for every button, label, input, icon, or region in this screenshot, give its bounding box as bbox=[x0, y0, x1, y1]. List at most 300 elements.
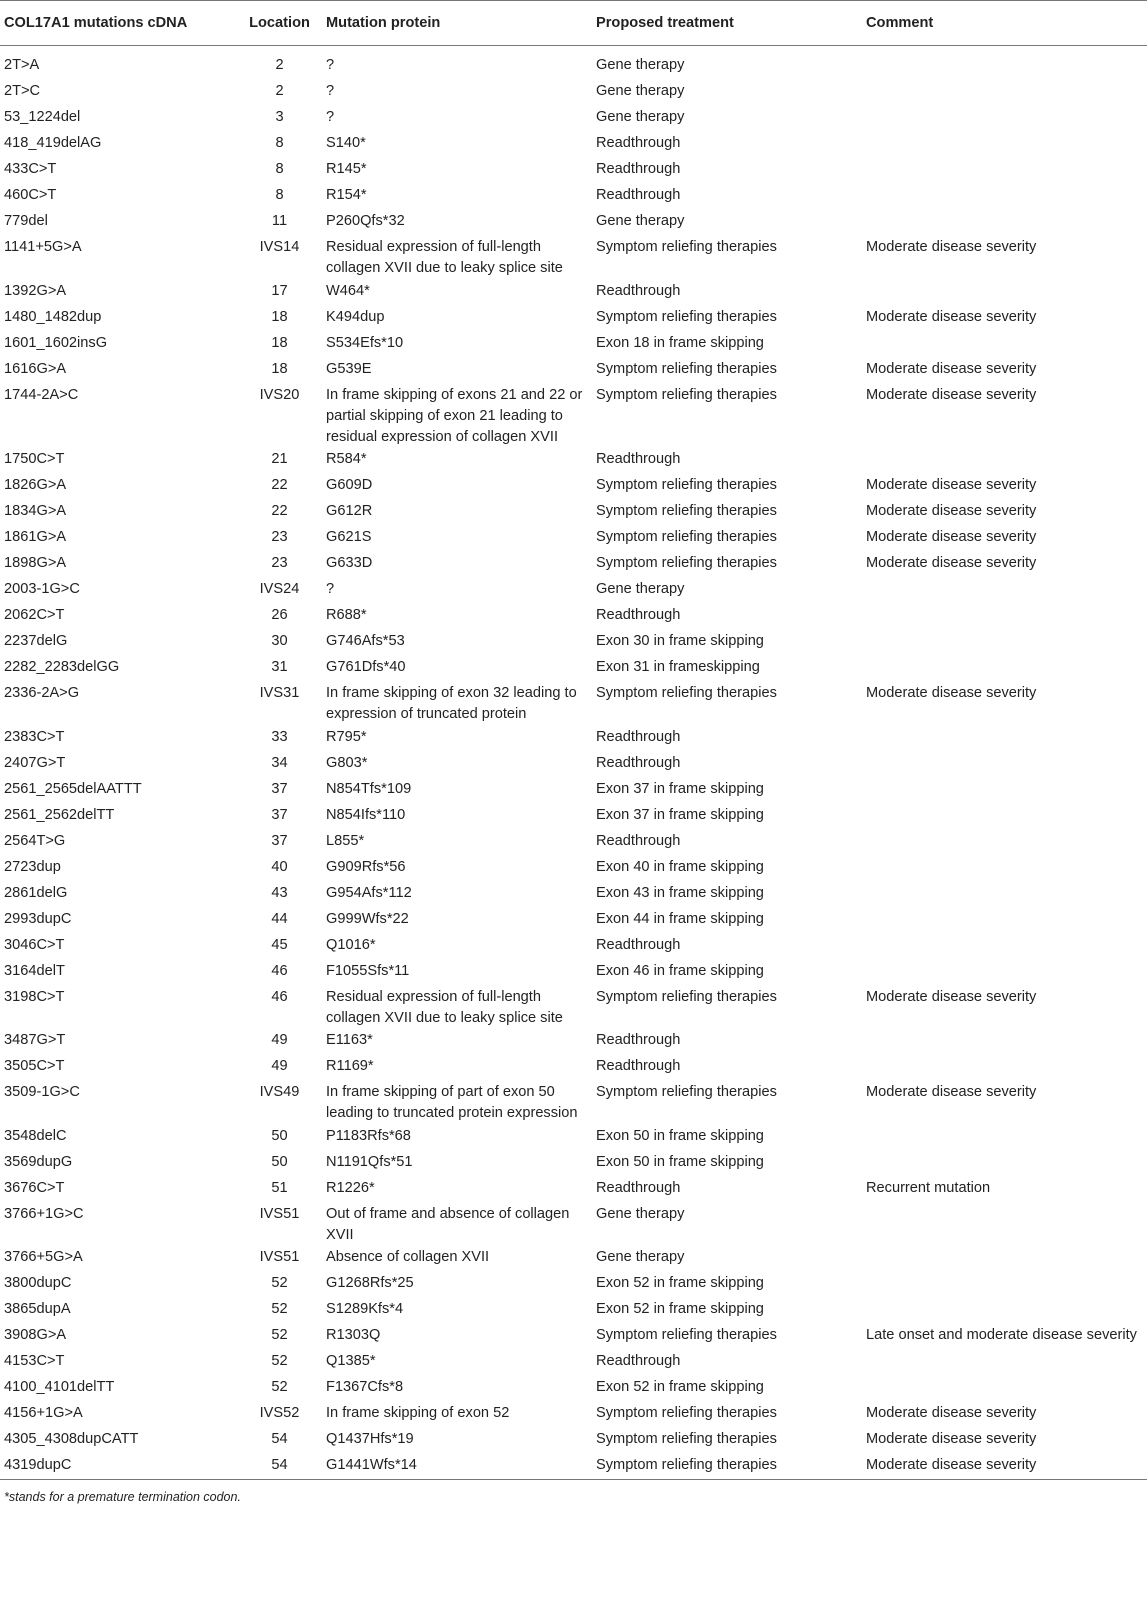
cell-location: 23 bbox=[271, 529, 288, 545]
cell-cdna: 1616G>A bbox=[4, 360, 67, 377]
cell-treatment: Symptom reliefing therapies bbox=[596, 555, 777, 571]
table-row bbox=[0, 656, 1147, 682]
cell-comment bbox=[862, 578, 1147, 604]
body-spacer bbox=[0, 46, 1147, 54]
cell-treatment: Readthrough bbox=[596, 1179, 681, 1196]
cell-protein: G633D bbox=[326, 555, 373, 571]
cell-treatment: Exon 52 in frame skipping bbox=[596, 1275, 764, 1291]
cell-comment bbox=[862, 210, 1147, 236]
cell-comment bbox=[862, 184, 1147, 210]
header-cdna: COL17A1 mutations cDNA bbox=[0, 1, 237, 46]
cell-location: 44 bbox=[271, 910, 288, 927]
cell-protein: P260Qfs*32 bbox=[326, 213, 405, 229]
cell-comment bbox=[862, 279, 1147, 305]
cell-location: 49 bbox=[271, 1032, 288, 1048]
cell-cdna: 3046C>T bbox=[4, 936, 65, 953]
cell-protein: S1289Kfs*4 bbox=[326, 1301, 404, 1317]
cell-comment: Moderate disease severity bbox=[866, 239, 1037, 255]
cell-protein: F1055Sfs*11 bbox=[326, 962, 410, 979]
table-row bbox=[0, 829, 1147, 855]
cell-comment bbox=[862, 80, 1147, 106]
cell-treatment: Symptom reliefing therapies bbox=[596, 1327, 777, 1343]
table-row bbox=[0, 578, 1147, 604]
table-row bbox=[0, 855, 1147, 881]
cell-cdna: 1834G>A bbox=[4, 503, 67, 519]
cell-comment bbox=[862, 933, 1147, 959]
cell-protein: ? bbox=[326, 83, 335, 99]
cell-cdna: 1744-2A>C bbox=[4, 386, 79, 403]
cell-treatment: Exon 40 in frame skipping bbox=[596, 858, 764, 875]
cell-location: 17 bbox=[271, 282, 288, 299]
table-row bbox=[0, 630, 1147, 656]
cell-protein: R795* bbox=[326, 728, 367, 745]
cell-treatment: Exon 37 in frame skipping bbox=[596, 806, 764, 823]
cell-protein: R688* bbox=[326, 607, 367, 623]
table-row bbox=[0, 106, 1147, 132]
cell-cdna: 4319dupC bbox=[0, 1454, 237, 1480]
cell-cdna: 3865dupA bbox=[4, 1301, 71, 1317]
cell-treatment: Symptom reliefing therapies bbox=[596, 685, 777, 701]
cell-location: IVS20 bbox=[259, 386, 300, 403]
cell-location: IVS31 bbox=[259, 685, 300, 701]
cell-location: IVS24 bbox=[259, 581, 300, 597]
cell-treatment: Exon 50 in frame skipping bbox=[596, 1153, 764, 1170]
cell-location: 33 bbox=[271, 728, 288, 745]
cell-cdna: 3505C>T bbox=[4, 1058, 65, 1074]
table-row bbox=[0, 210, 1147, 236]
cell-treatment: Symptom reliefing therapies bbox=[592, 1454, 862, 1480]
cell-protein: G612R bbox=[326, 503, 373, 519]
cell-location: 45 bbox=[271, 936, 288, 953]
cell-protein: R145* bbox=[326, 161, 367, 177]
cell-treatment: Readthrough bbox=[596, 1032, 681, 1048]
table-row bbox=[0, 526, 1147, 552]
cell-comment: Moderate disease severity bbox=[866, 503, 1037, 519]
cell-comment: Moderate disease severity bbox=[862, 1454, 1147, 1480]
cell-comment: Moderate disease severity bbox=[866, 529, 1037, 545]
cell-protein: S140* bbox=[326, 135, 366, 151]
cell-cdna: 3509-1G>C bbox=[4, 1084, 80, 1100]
cell-cdna: 2564T>G bbox=[4, 832, 66, 849]
cell-cdna: 3487G>T bbox=[4, 1032, 66, 1048]
table-row bbox=[0, 751, 1147, 777]
cell-treatment: Symptom reliefing therapies bbox=[596, 1084, 777, 1100]
cell-cdna: 2003-1G>C bbox=[4, 581, 80, 597]
cell-comment: Moderate disease severity bbox=[866, 386, 1037, 403]
cell-location: 18 bbox=[271, 308, 288, 325]
cell-location: 30 bbox=[271, 633, 288, 649]
cell-cdna: 418_419delAG bbox=[4, 135, 102, 151]
cell-treatment: Readthrough bbox=[596, 607, 681, 623]
cell-comment bbox=[862, 881, 1147, 907]
cell-comment bbox=[862, 1029, 1147, 1055]
cell-comment: Late onset and moderate disease severity bbox=[866, 1327, 1137, 1343]
cell-cdna: 2T>C bbox=[4, 83, 41, 99]
cell-location: 23 bbox=[271, 555, 288, 571]
cell-comment bbox=[862, 54, 1147, 80]
cell-treatment: Symptom reliefing therapies bbox=[596, 386, 777, 403]
table-row bbox=[0, 1150, 1147, 1176]
cell-protein: K494dup bbox=[326, 308, 385, 325]
cell-comment bbox=[862, 132, 1147, 158]
cell-comment bbox=[862, 1150, 1147, 1176]
cell-treatment: Exon 44 in frame skipping bbox=[596, 910, 764, 927]
cell-cdna: 460C>T bbox=[4, 187, 57, 203]
cell-treatment: Gene therapy bbox=[596, 83, 685, 99]
table-header bbox=[0, 1, 1147, 46]
cell-comment bbox=[862, 604, 1147, 630]
header-treatment: Proposed treatment bbox=[592, 1, 862, 46]
cell-comment bbox=[862, 1298, 1147, 1324]
cell-location: 52 bbox=[271, 1379, 288, 1395]
cell-comment bbox=[862, 907, 1147, 933]
cell-treatment: Readthrough bbox=[596, 754, 681, 771]
cell-treatment: Readthrough bbox=[596, 936, 681, 953]
cell-cdna: 2336-2A>G bbox=[4, 685, 80, 701]
cell-cdna: 3676C>T bbox=[4, 1179, 65, 1196]
cell-comment: Moderate disease severity bbox=[866, 1084, 1037, 1100]
cell-location: IVS51 bbox=[259, 1205, 300, 1222]
cell-treatment: Exon 18 in frame skipping bbox=[596, 334, 764, 351]
cell-protein: Q1385* bbox=[326, 1353, 376, 1369]
cell-comment bbox=[862, 1055, 1147, 1081]
table-row bbox=[0, 80, 1147, 106]
footnote: *stands for a premature termination codon. bbox=[4, 1490, 241, 1504]
cell-treatment: Readthrough bbox=[596, 161, 681, 177]
cell-location: 11 bbox=[271, 213, 288, 229]
cell-comment bbox=[862, 656, 1147, 682]
cell-comment bbox=[862, 803, 1147, 829]
cell-location: 22 bbox=[271, 477, 288, 493]
cell-cdna: 1750C>T bbox=[4, 451, 65, 467]
cell-protein: S534Efs*10 bbox=[326, 334, 404, 351]
cell-comment bbox=[862, 751, 1147, 777]
cell-protein: In frame skipping of exon 32 leading to expression of truncated protein bbox=[326, 685, 577, 722]
cell-treatment: Gene therapy bbox=[596, 57, 685, 73]
table-row bbox=[0, 1029, 1147, 1055]
cell-protein: R1303Q bbox=[326, 1327, 381, 1343]
cell-comment bbox=[862, 1272, 1147, 1298]
table-row bbox=[0, 1081, 1147, 1125]
cell-location: 46 bbox=[271, 962, 288, 979]
cell-comment: Recurrent mutation bbox=[866, 1179, 991, 1196]
cell-cdna: 4153C>T bbox=[4, 1353, 65, 1369]
cell-treatment: Exon 52 in frame skipping bbox=[596, 1301, 764, 1317]
cell-comment: Moderate disease severity bbox=[866, 555, 1037, 571]
table-row bbox=[0, 682, 1147, 726]
cell-location: 52 bbox=[271, 1327, 288, 1343]
cell-comment bbox=[862, 1124, 1147, 1150]
cell-cdna: 1826G>A bbox=[4, 477, 67, 493]
cell-treatment: Exon 37 in frame skipping bbox=[596, 780, 764, 797]
table-row bbox=[0, 1324, 1147, 1350]
cell-location: 8 bbox=[275, 187, 284, 203]
cell-protein: G621S bbox=[326, 529, 372, 545]
table-row bbox=[0, 184, 1147, 210]
table-row bbox=[0, 357, 1147, 383]
cell-location: 43 bbox=[271, 884, 288, 901]
cell-location: 3 bbox=[275, 109, 284, 125]
cell-protein: G954Afs*112 bbox=[326, 884, 412, 901]
cell-comment bbox=[862, 959, 1147, 985]
cell-cdna: 53_1224del bbox=[4, 109, 81, 125]
cell-comment bbox=[862, 158, 1147, 184]
cell-cdna: 1392G>A bbox=[4, 282, 67, 299]
cell-treatment: Readthrough bbox=[596, 135, 681, 151]
cell-treatment: Gene therapy bbox=[596, 109, 685, 125]
cell-cdna: 1861G>A bbox=[4, 529, 67, 545]
cell-location: 37 bbox=[271, 806, 288, 823]
cell-comment bbox=[862, 331, 1147, 357]
cell-treatment: Symptom reliefing therapies bbox=[596, 239, 777, 255]
cell-protein: In frame skipping of exons 21 and 22 or partial skipping of exon 21 leading to residual expression of collagen XVII bbox=[326, 386, 583, 445]
cell-location: 8 bbox=[275, 135, 284, 151]
cell-location: 50 bbox=[271, 1127, 288, 1144]
cell-location: 37 bbox=[271, 832, 288, 849]
cell-location: 18 bbox=[271, 360, 288, 377]
table-row bbox=[0, 1055, 1147, 1081]
cell-cdna: 1898G>A bbox=[4, 555, 67, 571]
cell-protein: G1268Rfs*25 bbox=[326, 1275, 414, 1291]
cell-protein: ? bbox=[326, 581, 335, 597]
table-row bbox=[0, 725, 1147, 751]
table-row bbox=[0, 331, 1147, 357]
table-row bbox=[0, 777, 1147, 803]
cell-location: 54 bbox=[271, 1431, 288, 1447]
cell-treatment: Symptom reliefing therapies bbox=[596, 308, 777, 325]
table-row bbox=[0, 383, 1147, 448]
cell-location: 31 bbox=[271, 659, 288, 675]
cell-protein: Q1016* bbox=[326, 936, 376, 953]
cell-comment: Moderate disease severity bbox=[866, 1431, 1037, 1447]
cell-comment bbox=[862, 630, 1147, 656]
cell-treatment: Symptom reliefing therapies bbox=[596, 503, 777, 519]
cell-location: 52 bbox=[271, 1301, 288, 1317]
cell-comment: Moderate disease severity bbox=[866, 685, 1037, 701]
cell-protein: G1441Wfs*14 bbox=[322, 1454, 592, 1480]
cell-location: 22 bbox=[271, 503, 288, 519]
cell-protein: G609D bbox=[326, 477, 373, 493]
cell-comment bbox=[862, 1202, 1147, 1246]
cell-cdna: 779del bbox=[4, 213, 48, 229]
header-comment: Comment bbox=[862, 1, 1147, 46]
table-row bbox=[0, 604, 1147, 630]
cell-protein: E1163* bbox=[326, 1032, 373, 1048]
cell-cdna: 2993dupC bbox=[4, 910, 72, 927]
cell-location: 34 bbox=[271, 754, 288, 771]
cell-protein: Absence of collagen XVII bbox=[326, 1249, 490, 1265]
table-row bbox=[0, 1176, 1147, 1202]
cell-cdna: 3548delC bbox=[4, 1127, 67, 1144]
cell-protein: W464* bbox=[326, 282, 370, 299]
cell-protein: P1183Rfs*68 bbox=[326, 1127, 411, 1144]
cell-comment bbox=[862, 106, 1147, 132]
cell-protein: L855* bbox=[326, 832, 365, 849]
cell-comment bbox=[862, 1376, 1147, 1402]
cell-location: 8 bbox=[275, 161, 284, 177]
cell-treatment: Readthrough bbox=[596, 451, 681, 467]
cell-protein: G999Wfs*22 bbox=[326, 910, 409, 927]
table-row bbox=[0, 158, 1147, 184]
cell-protein: R584* bbox=[326, 451, 367, 467]
table-row bbox=[0, 1298, 1147, 1324]
cell-cdna: 3198C>T bbox=[4, 988, 65, 1005]
table-row bbox=[0, 500, 1147, 526]
table-row bbox=[0, 1272, 1147, 1298]
cell-comment bbox=[862, 777, 1147, 803]
cell-location: 21 bbox=[271, 451, 288, 467]
cell-cdna: 3800dupC bbox=[4, 1275, 72, 1291]
cell-comment: Moderate disease severity bbox=[866, 988, 1037, 1005]
table-row bbox=[0, 959, 1147, 985]
cell-treatment: Symptom reliefing therapies bbox=[596, 529, 777, 545]
cell-cdna: 1601_1602insG bbox=[4, 334, 108, 351]
cell-comment: Moderate disease severity bbox=[866, 360, 1037, 377]
cell-location: 2 bbox=[275, 83, 284, 99]
table-row bbox=[0, 279, 1147, 305]
cell-protein: R154* bbox=[326, 187, 367, 203]
cell-cdna: 4156+1G>A bbox=[4, 1405, 83, 1421]
header-row bbox=[0, 1, 1147, 46]
cell-protein: Residual expression of full-length collagen XVII due to leaky splice site bbox=[326, 239, 563, 276]
table-row bbox=[0, 236, 1147, 280]
cell-protein: N854Ifs*110 bbox=[326, 806, 406, 823]
cell-comment bbox=[862, 1350, 1147, 1376]
cell-location: 2 bbox=[275, 57, 284, 73]
table-row bbox=[0, 881, 1147, 907]
cell-protein: R1226* bbox=[326, 1179, 375, 1196]
cell-cdna: 2282_2283delGG bbox=[4, 659, 120, 675]
cell-comment: Moderate disease severity bbox=[866, 308, 1037, 325]
header-protein: Mutation protein bbox=[322, 1, 592, 46]
table-row bbox=[0, 1202, 1147, 1246]
cell-protein: N854Tfs*109 bbox=[326, 780, 412, 797]
cell-treatment: Exon 31 in frameskipping bbox=[596, 659, 760, 675]
cell-protein: F1367Cfs*8 bbox=[326, 1379, 404, 1395]
cell-cdna: 1141+5G>A bbox=[4, 239, 82, 255]
cell-protein: ? bbox=[326, 57, 335, 73]
cell-cdna: 2723dup bbox=[4, 858, 61, 875]
cell-treatment: Symptom reliefing therapies bbox=[596, 1405, 777, 1421]
cell-location: IVS14 bbox=[259, 239, 300, 255]
cell-cdna: 1480_1482dup bbox=[4, 308, 102, 325]
cell-protein: R1169* bbox=[326, 1058, 374, 1074]
table-row bbox=[0, 448, 1147, 474]
cell-protein: Out of frame and absence of collagen XVII bbox=[326, 1205, 570, 1243]
cell-protein: N1191Qfs*51 bbox=[326, 1153, 413, 1170]
table-row bbox=[0, 54, 1147, 80]
cell-location: 51 bbox=[271, 1179, 288, 1196]
cell-location: 54 bbox=[237, 1454, 322, 1480]
table-row bbox=[0, 305, 1147, 331]
cell-protein: ? bbox=[326, 109, 335, 125]
cell-treatment: Readthrough bbox=[596, 1058, 681, 1074]
table-row bbox=[0, 933, 1147, 959]
cell-location: 40 bbox=[271, 858, 288, 875]
cell-location: 49 bbox=[271, 1058, 288, 1074]
cell-cdna: 2383C>T bbox=[4, 728, 65, 745]
cell-treatment: Symptom reliefing therapies bbox=[596, 988, 777, 1005]
cell-cdna: 2T>A bbox=[4, 57, 40, 73]
table-row bbox=[0, 1402, 1147, 1428]
cell-treatment: Readthrough bbox=[596, 187, 681, 203]
cell-protein: Residual expression of full-length collagen XVII due to leaky splice site bbox=[326, 988, 563, 1026]
cell-cdna: 2861delG bbox=[4, 884, 68, 901]
cell-treatment: Exon 52 in frame skipping bbox=[596, 1379, 764, 1395]
table-row bbox=[0, 1428, 1147, 1454]
cell-treatment: Gene therapy bbox=[596, 213, 685, 229]
header-location: Location bbox=[237, 1, 322, 46]
cell-treatment: Exon 43 in frame skipping bbox=[596, 884, 764, 901]
cell-treatment: Readthrough bbox=[596, 282, 681, 299]
table-row bbox=[0, 552, 1147, 578]
table-row bbox=[0, 1246, 1147, 1272]
cell-cdna: 2237delG bbox=[4, 633, 68, 649]
table-row bbox=[0, 132, 1147, 158]
cell-comment: Moderate disease severity bbox=[866, 477, 1037, 493]
cell-location: 18 bbox=[271, 334, 288, 351]
cell-treatment: Exon 46 in frame skipping bbox=[596, 962, 764, 979]
cell-treatment: Readthrough bbox=[596, 832, 681, 849]
cell-location: 37 bbox=[271, 780, 288, 797]
cell-location: 52 bbox=[271, 1275, 288, 1291]
table-row bbox=[0, 474, 1147, 500]
cell-treatment: Symptom reliefing therapies bbox=[596, 477, 777, 493]
cell-location: 26 bbox=[271, 607, 288, 623]
cell-comment bbox=[862, 1246, 1147, 1272]
cell-location: IVS52 bbox=[259, 1405, 300, 1421]
table-body bbox=[0, 46, 1147, 1480]
cell-protein: Q1437Hfs*19 bbox=[326, 1431, 414, 1447]
cell-treatment: Readthrough bbox=[596, 1353, 681, 1369]
cell-treatment: Symptom reliefing therapies bbox=[596, 360, 777, 377]
cell-cdna: 2407G>T bbox=[4, 754, 66, 771]
cell-protein: G803* bbox=[326, 754, 368, 771]
cell-treatment: Gene therapy bbox=[596, 1205, 685, 1222]
cell-cdna: 4100_4101delTT bbox=[4, 1379, 115, 1395]
cell-protein: G746Afs*53 bbox=[326, 633, 405, 649]
cell-comment bbox=[862, 725, 1147, 751]
table-row bbox=[0, 1454, 1147, 1480]
cell-cdna: 2561_2565delAATTT bbox=[4, 780, 142, 797]
cell-cdna: 3766+1G>C bbox=[4, 1205, 84, 1222]
table-row bbox=[0, 1124, 1147, 1150]
table-row bbox=[0, 803, 1147, 829]
cell-comment bbox=[862, 855, 1147, 881]
table-row bbox=[0, 907, 1147, 933]
cell-comment: Moderate disease severity bbox=[866, 1405, 1037, 1421]
table-row bbox=[0, 1376, 1147, 1402]
cell-treatment: Exon 30 in frame skipping bbox=[596, 633, 764, 649]
cell-comment bbox=[862, 448, 1147, 474]
cell-protein: In frame skipping of part of exon 50 leading to truncated protein expression bbox=[326, 1084, 578, 1121]
cell-location: 50 bbox=[271, 1153, 288, 1170]
cell-protein: G539E bbox=[326, 360, 372, 377]
table-row bbox=[0, 985, 1147, 1029]
cell-cdna: 433C>T bbox=[4, 161, 57, 177]
cell-protein: G761Dfs*40 bbox=[326, 659, 406, 675]
cell-treatment: Symptom reliefing therapies bbox=[596, 1431, 777, 1447]
cell-protein: G909Rfs*56 bbox=[326, 858, 406, 875]
cell-location: IVS49 bbox=[259, 1084, 300, 1100]
cell-cdna: 2062C>T bbox=[4, 607, 65, 623]
cell-location: IVS51 bbox=[259, 1249, 300, 1265]
cell-cdna: 3569dupG bbox=[4, 1153, 73, 1170]
cell-cdna: 4305_4308dupCATT bbox=[4, 1431, 139, 1447]
cell-treatment: Gene therapy bbox=[596, 581, 685, 597]
cell-treatment: Gene therapy bbox=[596, 1249, 685, 1265]
cell-cdna: 3164delT bbox=[4, 962, 65, 979]
